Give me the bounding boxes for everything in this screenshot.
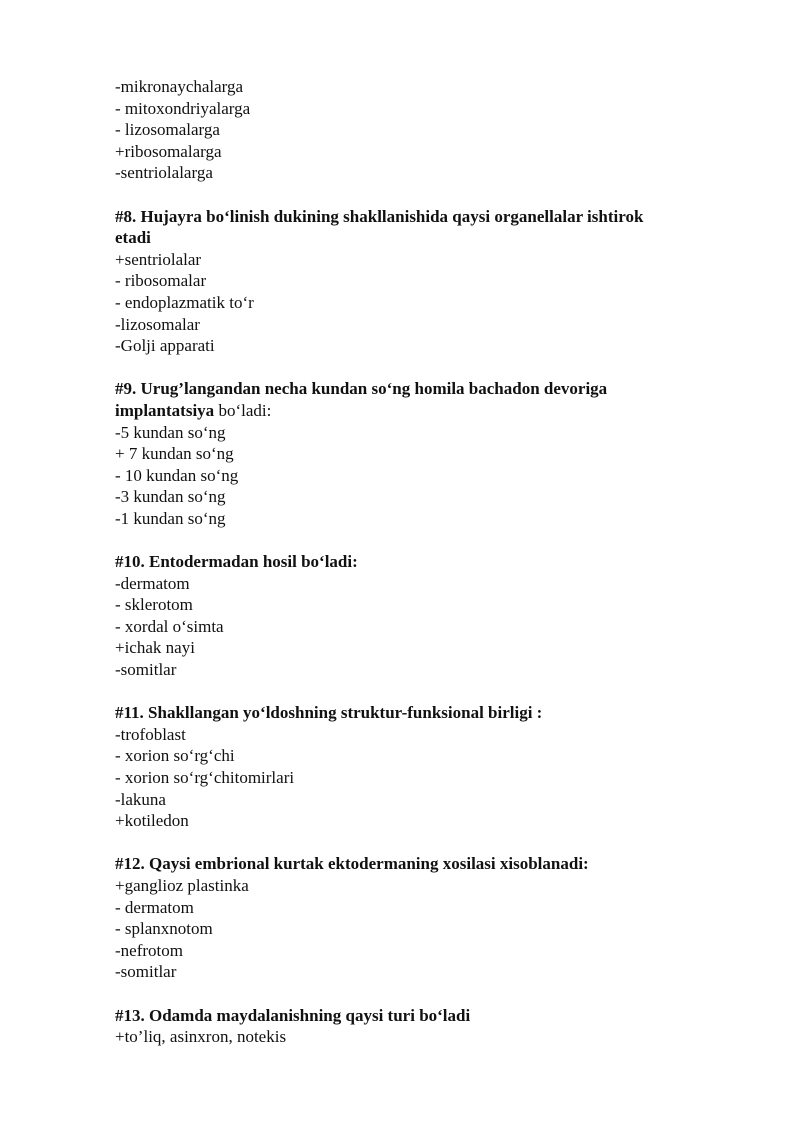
question-title-plain-part: bo‘ladi: bbox=[214, 400, 272, 420]
answer-option: -mikronaychalarga bbox=[115, 77, 244, 96]
previous-question-options bbox=[115, 76, 715, 184]
answer-option: -dermatom bbox=[115, 573, 190, 593]
answer-option: - sklerotom bbox=[115, 595, 193, 615]
answer-option: -sentriolalarga bbox=[115, 163, 213, 183]
answer-option: +ribosomalarga bbox=[115, 141, 222, 161]
answer-option: - lizosomalarga bbox=[115, 120, 220, 140]
answer-option: - xordal o‘simta bbox=[115, 616, 224, 636]
answer-option: - dermatom bbox=[115, 897, 194, 917]
answer-option: - xorion so‘rg‘chi bbox=[115, 746, 235, 766]
question-9 bbox=[115, 378, 715, 529]
answer-option: - mitoxondriyalarga bbox=[115, 98, 251, 118]
answer-option: -nefrotom bbox=[115, 940, 183, 960]
question-title: #12. Qaysi embrional kurtak ektodermaning xosilasi xisoblanadi: bbox=[115, 854, 589, 874]
answer-option: - splanxnotom bbox=[115, 919, 213, 939]
answer-option: - endoplazmatik to‘r bbox=[115, 292, 254, 312]
question-title: #10. Entodermadan hosil bo‘ladi: bbox=[115, 552, 358, 572]
answer-option: +to’liq, asinxron, notekis bbox=[115, 1027, 287, 1047]
question-title-bold-part: implantatsiya bbox=[115, 400, 215, 420]
answer-option: -Golji apparati bbox=[115, 336, 215, 356]
answer-option: -somitlar bbox=[115, 660, 177, 680]
question-13 bbox=[115, 1005, 715, 1048]
answer-option: - xorion so‘rg‘chitomirlari bbox=[115, 768, 295, 787]
answer-option: - 10 kundan so‘ng bbox=[115, 465, 239, 485]
answer-option: + 7 kundan so‘ng bbox=[115, 444, 234, 464]
question-11 bbox=[115, 702, 715, 832]
answer-option: -somitlar bbox=[115, 962, 177, 982]
document-content bbox=[115, 76, 715, 1069]
answer-option: -1 kundan so‘ng bbox=[115, 508, 226, 528]
answer-option: -lizosomalar bbox=[115, 314, 200, 334]
question-title: #8. Hujayra bo‘linish dukining shakllanishida qaysi organellalar ishtirok bbox=[115, 206, 644, 226]
answer-option: +ganglioz plastinka bbox=[115, 875, 249, 895]
question-title: #13. Odamda maydalanishning qaysi turi bo‘ladi bbox=[115, 1005, 471, 1025]
question-title-continued bbox=[115, 400, 715, 422]
question-title: #9. Urug’langandan necha kundan so‘ng homila bachadon devoriga bbox=[115, 379, 608, 399]
answer-option: -lakuna bbox=[115, 789, 166, 809]
answer-option: +kotiledon bbox=[115, 811, 189, 831]
question-title-continued: etadi bbox=[115, 228, 151, 248]
question-title: #11. Shakllangan yo‘ldoshning struktur-funksional birligi : bbox=[115, 703, 543, 723]
question-8 bbox=[115, 206, 715, 357]
question-12 bbox=[115, 853, 715, 983]
answer-option: - ribosomalar bbox=[115, 271, 207, 291]
answer-option: -trofoblast bbox=[115, 724, 186, 744]
answer-option: +ichak nayi bbox=[115, 638, 195, 658]
answer-option: -3 kundan so‘ng bbox=[115, 487, 226, 507]
answer-option: -5 kundan so‘ng bbox=[115, 422, 226, 442]
question-10 bbox=[115, 551, 715, 681]
answer-option: +sentriolalar bbox=[115, 249, 202, 269]
